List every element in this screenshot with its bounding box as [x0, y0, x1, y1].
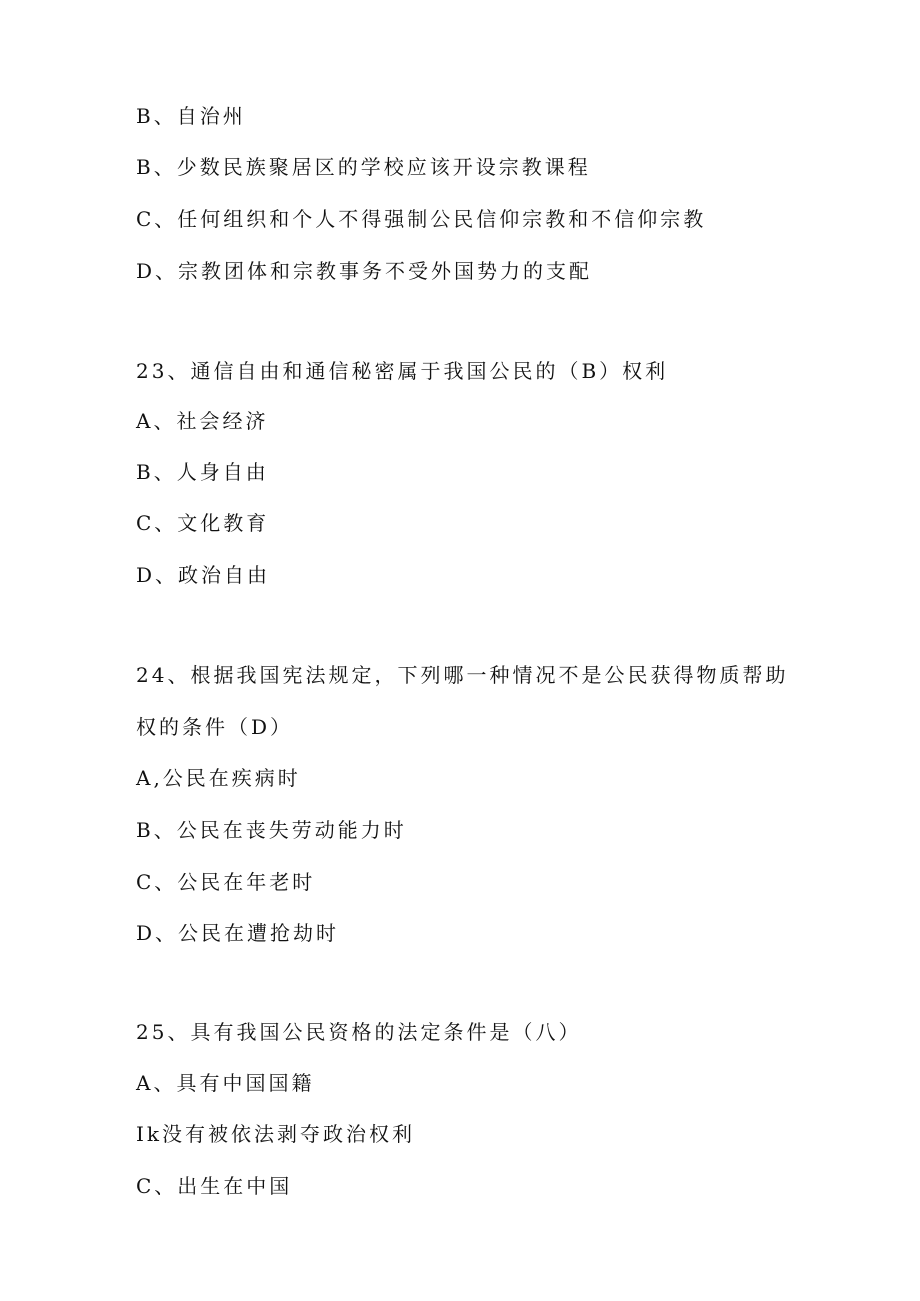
question-24: 24、根据我国宪法规定，下列哪一种情况不是公民获得物质帮助: [136, 663, 789, 687]
option-line: B、公民在丧失劳动能力时: [136, 818, 407, 842]
option-line: C、文化教育: [136, 511, 270, 535]
option-line: C、任何组织和个人不得强制公民信仰宗教和不信仰宗教: [136, 207, 707, 231]
option-line: D、公民在遭抢劫时: [136, 921, 340, 945]
option-line: D、宗教团体和宗教事务不受外国势力的支配: [136, 259, 593, 283]
question-25: 25、具有我国公民资格的法定条件是（八）: [136, 1020, 582, 1044]
option-line: C、公民在年老时: [136, 870, 316, 894]
option-line: B、少数民族聚居区的学校应该开设宗教课程: [136, 155, 591, 179]
option-line: Ik没有被依法剥夺政治权利: [136, 1122, 416, 1146]
option-line: A、具有中国国籍: [136, 1071, 315, 1095]
option-line: A、社会经济: [136, 409, 269, 433]
option-line: B、自治州: [136, 104, 246, 128]
option-line: B、人身自由: [136, 460, 269, 484]
question-24-continuation: 权的条件（D）: [136, 715, 294, 739]
option-line: D、政治自由: [136, 563, 271, 587]
option-line: A,公民在疾病时: [136, 766, 301, 790]
question-23: 23、通信自由和通信秘密属于我国公民的（B）权利: [136, 359, 669, 383]
option-line: C、出生在中国: [136, 1174, 293, 1198]
